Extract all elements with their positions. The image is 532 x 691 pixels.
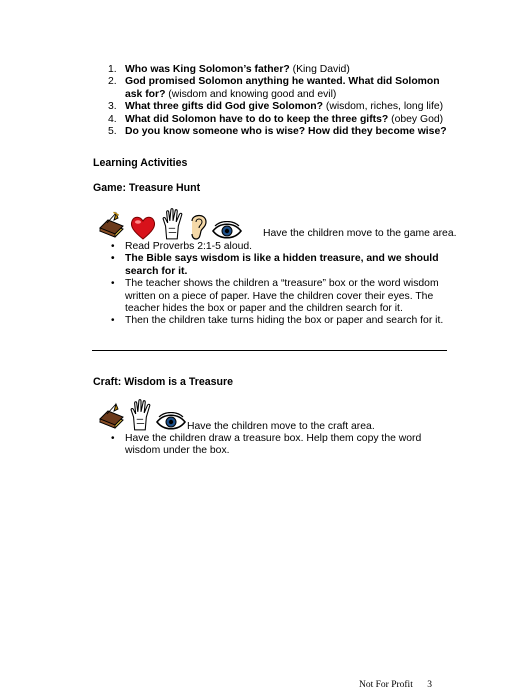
footer-text: Not For Profit: [359, 680, 413, 690]
page-number: 3: [427, 680, 432, 690]
craft-heading: Craft: Wisdom is a Treasure: [93, 376, 234, 388]
list-item: • Read Proverbs 2:1-5 aloud.: [111, 241, 253, 252]
game-heading: Game: Treasure Hunt: [93, 182, 201, 194]
craft-instruction: Have the children move to the craft area.: [187, 421, 375, 432]
list-item: • The Bible says wisdom is like a hidden treasure, and we should search for it.: [111, 253, 439, 277]
question-item: 3. What three gifts did God give Solomon? (wisdom, riches, long life): [108, 101, 444, 113]
craft-bullet-list: [109, 433, 454, 458]
question-item: 5. Do you know someone who is wise? How did they become wise?: [108, 126, 447, 138]
game-bullet-list: [109, 241, 454, 328]
bible-icon: [96, 402, 126, 432]
list-item: • Then the children take turns hiding the box or paper and search for it.: [111, 315, 444, 327]
section-divider: [92, 350, 447, 351]
game-icon-row: [96, 203, 244, 241]
question-list: [108, 64, 453, 138]
question-item: 1. Who was King Solomon’s father? (King David): [108, 64, 350, 75]
eye-icon: [156, 412, 186, 432]
page-footer: [359, 679, 432, 691]
learning-activities-heading: Learning Activities: [93, 157, 188, 169]
craft-icon-row: [96, 394, 188, 432]
hand-icon: [128, 398, 154, 432]
bible-icon: [96, 211, 126, 241]
heart-icon: [128, 215, 158, 241]
hand-icon: [160, 207, 186, 241]
question-item: 4. What did Solomon have to do to keep the three gifts? (obey God): [108, 113, 444, 125]
ear-icon: [188, 211, 210, 241]
question-item: 2. God promised Solomon anything he wanted. What did Solomon ask for? (wisdom and knowing good and evil): [108, 76, 440, 100]
list-item: • Have the children draw a treasure box. Help them copy the word wisdom under the box.: [111, 433, 422, 457]
list-item: • The teacher shows the children a “treasure” box or the word wisdom written on a piece of paper. Have the children cover their eyes. The teacher hides the box or paper and the children search for it.: [111, 278, 439, 315]
game-instruction: Have the children move to the game area.: [263, 228, 457, 239]
eye-icon: [212, 221, 242, 241]
